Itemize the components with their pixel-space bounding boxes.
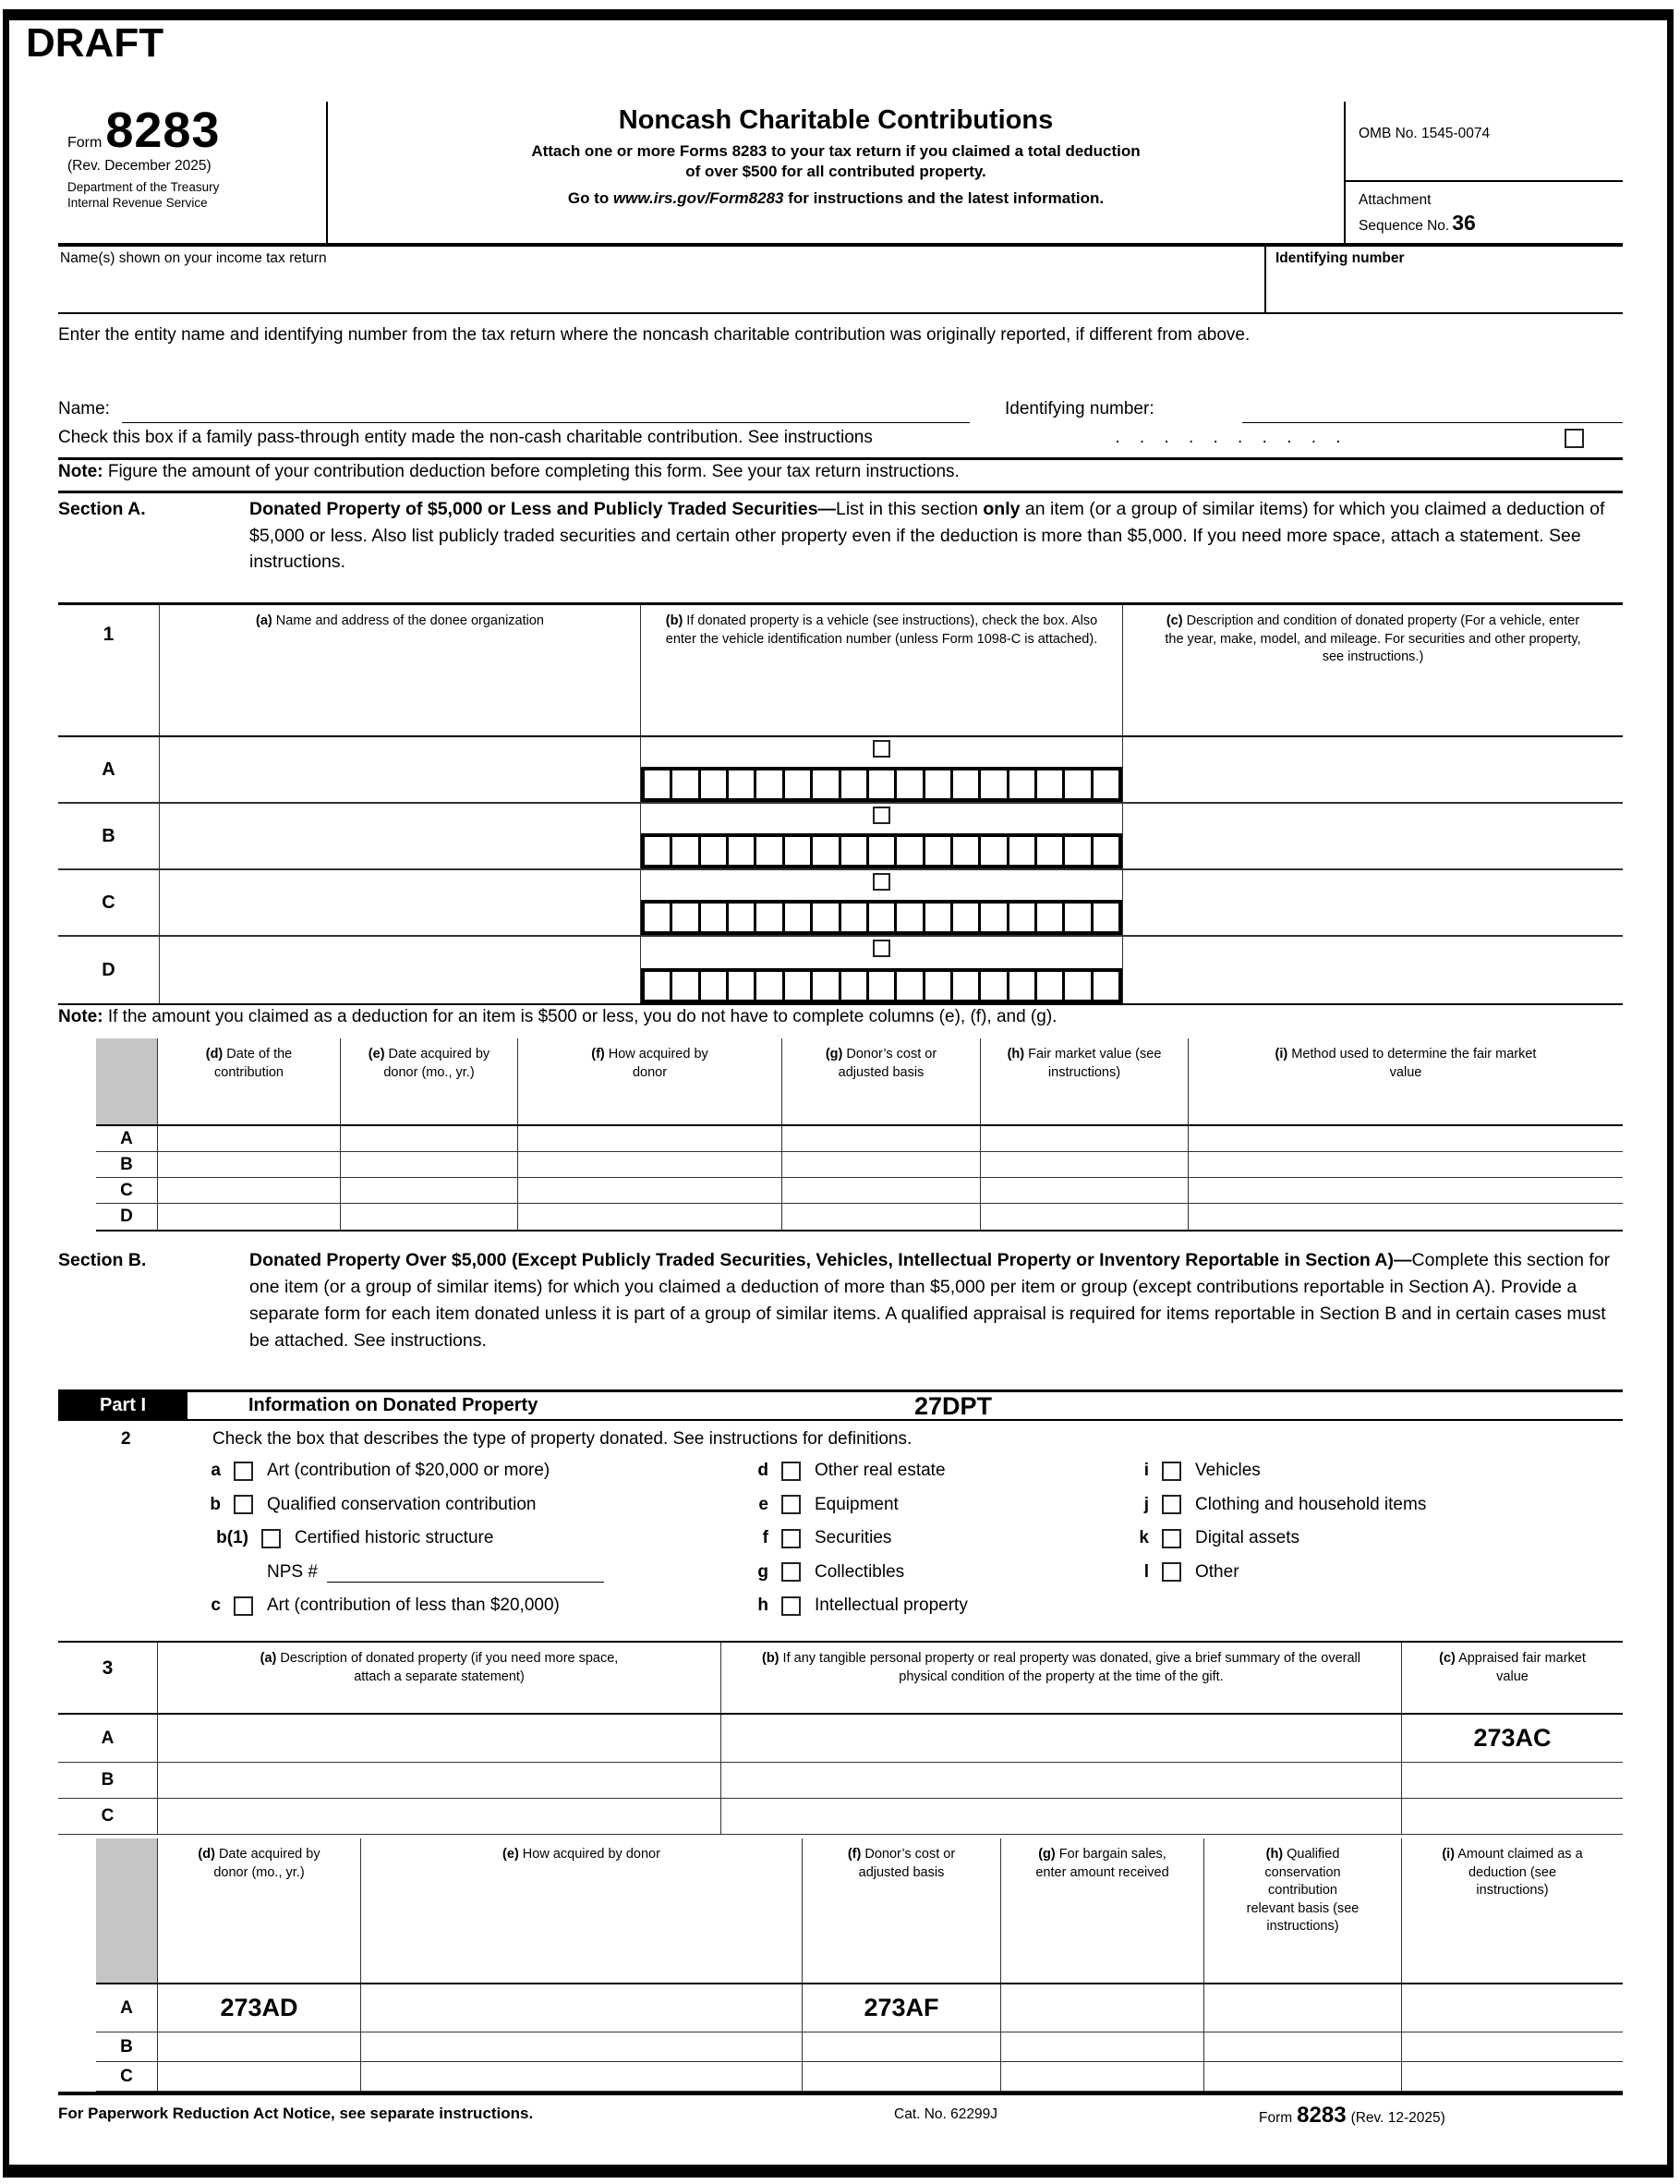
row-a-fmv[interactable] (980, 1126, 1188, 1151)
row-label: A (120, 1997, 133, 2018)
row-b-vehicle-cell (640, 804, 1122, 868)
agency-line-1: Department of the Treasury (67, 180, 220, 195)
section-a-heading: Donated Property of $5,000 or Less and Publicly Traded Securities—List in this section only an item (or a group of similar items) for which you claimed a deduction of $5,000 or less. Also list publicly traded securities and certain other property even if the deduction is more than $5,000. If you need more space, attach a statement. See instructions. (249, 499, 1605, 572)
col-h-header: (h) Fair market value (see instructions) (980, 1038, 1188, 1124)
row-label: D (102, 959, 115, 980)
row-d-date-contribution[interactable] (157, 1204, 340, 1230)
section-b-table-4 (96, 1838, 1623, 2092)
row-b-donee-cell[interactable] (159, 804, 640, 868)
row-a-how-acquired[interactable] (517, 1126, 781, 1151)
checkbox-certified-historic[interactable] (261, 1529, 281, 1548)
option-clothing-household: j Clothing and household items (1143, 1494, 1427, 1514)
col-c-header: (c) Description and condition of donated property (For a vehicle, enter the year, make, model, and mileage. For securities and other property, see instructions.) (1122, 605, 1623, 735)
row-c-conservation-basis[interactable] (1203, 2062, 1401, 2091)
attachment-sequence: Attachment Sequence No. 36 (1359, 191, 1476, 236)
row-a-vehicle-checkbox[interactable] (873, 740, 890, 758)
divider (58, 2092, 1623, 2095)
row-c-donor-cost[interactable] (802, 2062, 1000, 2091)
divider (58, 491, 1623, 493)
row-a-vin-comb[interactable] (641, 767, 1122, 802)
col-e-header: (e) Date acquired by donor (mo., yr.) (340, 1038, 517, 1124)
row-c-vehicle-cell (640, 870, 1122, 935)
row-b-vehicle-checkbox[interactable] (873, 807, 890, 824)
row-b-how-acquired[interactable] (517, 1152, 781, 1177)
col-a-header: (a) Description of donated property (if you need more space, attach a separate statement) (157, 1643, 720, 1713)
row-b-donor-cost[interactable] (802, 2032, 1000, 2061)
part-1-title: Information on Donated Property (248, 1395, 538, 1415)
row-label: D (120, 1207, 133, 1226)
entity-name-input[interactable] (122, 399, 970, 423)
page-footer (58, 2103, 1623, 2134)
row-b-property-description[interactable] (157, 1763, 720, 1798)
section-a-table-1 (58, 602, 1623, 1005)
section-a-table-2 (96, 1038, 1623, 1232)
part-1-label: Part I (58, 1392, 187, 1419)
option-qualified-conservation: b Qualified conservation contribution (210, 1494, 537, 1514)
draft-code-273af: 273AF (802, 1984, 1000, 2032)
checkbox-equipment[interactable] (781, 1495, 801, 1514)
form-id-block (58, 102, 328, 243)
family-passthrough-checkbox[interactable] (1565, 429, 1584, 448)
row-c-date-acquired[interactable] (157, 2062, 360, 2091)
option-digital-assets: k Digital assets (1139, 1528, 1299, 1548)
row-b-amount-claimed[interactable] (1401, 2032, 1623, 2061)
section-a-label: Section A. (58, 499, 146, 519)
row-b-vin-comb[interactable] (641, 833, 1122, 868)
row-b-bargain-amount[interactable] (1000, 2032, 1203, 2061)
col-h-header: (h) Qualified conservation contribution relevant basis (see instructions) (1203, 1838, 1401, 1983)
draft-watermark: DRAFT (26, 20, 164, 66)
row-label: A (101, 1728, 115, 1748)
entity-idnum-input[interactable] (1242, 399, 1623, 423)
row-a-vehicle-cell (640, 737, 1122, 802)
row-label: B (120, 2036, 133, 2057)
row-a-condition-summary[interactable] (720, 1715, 1401, 1762)
form-title: Noncash Charitable Contributions (618, 105, 1054, 135)
names-on-return-field[interactable]: Name(s) shown on your income tax return (60, 250, 327, 266)
row-b-fmv[interactable] (980, 1152, 1188, 1177)
note-line: Note: Figure the amount of your contribution deduction before completing this form. See your tax return instructions. (58, 462, 960, 481)
nps-number-input[interactable] (327, 1562, 604, 1583)
option-collectibles: g Collectibles (757, 1561, 905, 1582)
row-a-method[interactable] (1188, 1126, 1623, 1151)
row-d-vin-comb[interactable] (641, 968, 1122, 1003)
checkbox-qualified-conservation[interactable] (234, 1495, 253, 1514)
col-g-header: (g) For bargain sales, enter amount received (1000, 1838, 1203, 1983)
paperwork-notice: For Paperwork Reduction Act Notice, see separate instructions. (58, 2105, 534, 2122)
checkbox-art-less-20000[interactable] (234, 1596, 253, 1616)
form-word: Form (67, 135, 103, 151)
col-g-header: (g) Donor’s cost or adjusted basis (781, 1038, 980, 1124)
row-b-date-contribution[interactable] (157, 1152, 340, 1177)
row-d-date-acquired[interactable] (340, 1204, 517, 1230)
nps-label: NPS # (267, 1561, 318, 1582)
entity-idnum-label: Identifying number: (1005, 399, 1154, 419)
row-a-date-contribution[interactable] (157, 1126, 340, 1151)
row-c-bargain-amount[interactable] (1000, 2062, 1203, 2091)
property-type-col-2 (750, 1454, 968, 1623)
footer-form-id: Form 8283 (Rev. 12-2025) (1259, 2103, 1445, 2128)
row-c-description-cell[interactable] (1122, 870, 1623, 935)
entity-instructions: Enter the entity name and identifying number from the tax return where the noncash charitable contribution was originally reported, if different from above. (58, 325, 1251, 345)
irs-url: www.irs.gov/Form8283 (612, 189, 784, 208)
row-c-property-description[interactable] (157, 1799, 720, 1834)
col-d-header: (d) Date of the contribution (157, 1038, 340, 1124)
row-label-header-cell (96, 1038, 157, 1124)
checkbox-art-20000-or-more[interactable] (234, 1462, 253, 1481)
line-2-number: 2 (121, 1429, 131, 1449)
row-b-condition-summary[interactable] (720, 1763, 1401, 1798)
section-b-table-3 (58, 1641, 1623, 1835)
line-2-text: Check the box that describes the type of property donated. See instructions for definitions. (212, 1429, 913, 1449)
section-b-label: Section B. (58, 1250, 147, 1270)
option-other-real-estate: d Other real estate (757, 1461, 946, 1481)
agency-line-2: Internal Revenue Service (67, 196, 208, 211)
omb-number: OMB No. 1545-0074 (1346, 102, 1623, 182)
row-d-fmv[interactable] (980, 1204, 1188, 1230)
col-f-header: (f) Donor’s cost or adjusted basis (802, 1838, 1000, 1983)
row-c-vin-comb[interactable] (641, 900, 1122, 935)
row-b-appraised-fmv[interactable] (1401, 1763, 1623, 1798)
section-b-heading: Donated Property Over $5,000 (Except Publicly Traded Securities, Vehicles, Intellectual Property or Inventory Reportable in Section A)—Complete this section for one item (or a group of similar items) for which you claimed a deduction of more than $5,000 per item or group (except contributions reportable in Section A). Provide a separate form for each item donated unless it is part of a group of similar items. A qualified appraisal is required for items reportable in Section B and in certain cases must be attached. See instructions. (249, 1250, 1611, 1351)
checkbox-collectibles[interactable] (781, 1562, 801, 1582)
col-a-header: (a) Name and address of the donee organization (159, 605, 640, 735)
row-d-donee-cell[interactable] (159, 937, 640, 1003)
checkbox-securities[interactable] (781, 1529, 801, 1548)
family-passthrough-text: Check this box if a family pass-through entity made the non-cash charitable contribution. See instructions (58, 428, 873, 447)
divider (58, 457, 1623, 460)
form-header (58, 102, 1623, 247)
entity-name-label: Name: (58, 399, 110, 419)
row-c-method[interactable] (1188, 1178, 1623, 1203)
row-b-method[interactable] (1188, 1152, 1623, 1177)
row-c-date-contribution[interactable] (157, 1178, 340, 1203)
col-i-header: (i) Amount claimed as a deduction (see instructions) (1401, 1838, 1623, 1983)
line-3-number: 3 (102, 1657, 114, 1679)
row-a-donor-cost[interactable] (781, 1126, 980, 1151)
col-b-header: (b) If any tangible personal property or real property was donated, give a brief summary of the overall physical condition of the property at the time of the gift. (720, 1643, 1401, 1713)
dot-leader: . . . . . . . . . . (1115, 428, 1341, 447)
goto-instructions-line: Go to www.irs.gov/Form8283 for instructions and the latest information. (567, 189, 1105, 208)
row-c-vehicle-checkbox[interactable] (873, 873, 890, 891)
checkbox-other[interactable] (1162, 1562, 1181, 1582)
row-label: C (101, 1806, 115, 1826)
row-b-description-cell[interactable] (1122, 804, 1623, 868)
form-number: 8283 (105, 103, 221, 158)
row-c-date-acquired[interactable] (340, 1178, 517, 1203)
row-a-date-acquired[interactable] (340, 1126, 517, 1151)
draft-code-27dpt: 27DPT (914, 1392, 993, 1420)
row-label: C (120, 2066, 133, 2086)
row-a-how-acquired[interactable] (360, 1984, 802, 2032)
row-c-how-acquired[interactable] (517, 1178, 781, 1203)
row-label: C (120, 1180, 133, 1200)
option-equipment: e Equipment (758, 1494, 899, 1514)
row-c-donee-cell[interactable] (159, 870, 640, 935)
row-b-donor-cost[interactable] (781, 1152, 980, 1177)
nps-number-row (182, 1556, 604, 1590)
row-a-bargain-amount[interactable] (1000, 1984, 1203, 2032)
option-securities: f Securities (762, 1528, 892, 1548)
option-vehicles: i Vehicles (1143, 1461, 1261, 1481)
row-label: A (120, 1128, 133, 1148)
form-revision: (Rev. December 2025) (67, 158, 212, 175)
identifying-number-field[interactable]: Identifying number (1264, 247, 1623, 312)
col-b-header: (b) If donated property is a vehicle (see instructions), check the box. Also enter the vehicle identification number (unless Form 1098-C is attached). (640, 605, 1122, 735)
row-b-date-acquired[interactable] (157, 2032, 360, 2061)
row-d-how-acquired[interactable] (517, 1204, 781, 1230)
row-d-description-cell[interactable] (1122, 937, 1623, 1003)
checkbox-other-real-estate[interactable] (781, 1462, 801, 1481)
option-other: l Other (1143, 1561, 1239, 1582)
row-c-amount-claimed[interactable] (1401, 2062, 1623, 2091)
property-type-col-1 (182, 1454, 604, 1623)
row-b-how-acquired[interactable] (360, 2032, 802, 2061)
catalog-number: Cat. No. 62299J (894, 2106, 998, 2122)
checkbox-clothing-household[interactable] (1162, 1495, 1181, 1514)
form-subtitle-line1: Attach one or more Forms 8283 to your tax return if you claimed a total deduction (531, 142, 1141, 160)
line-1-number: 1 (103, 624, 115, 645)
row-label: B (101, 1770, 115, 1790)
row-a-amount-claimed[interactable] (1401, 1984, 1623, 2032)
row-c-donor-cost[interactable] (781, 1178, 980, 1203)
row-c-fmv[interactable] (980, 1178, 1188, 1203)
row-d-method[interactable] (1188, 1204, 1623, 1230)
row-d-vehicle-checkbox[interactable] (873, 940, 890, 957)
row-label: C (102, 892, 115, 913)
col-f-header: (f) How acquired by donor (517, 1038, 781, 1124)
part-1-bar (58, 1389, 1623, 1421)
checkbox-vehicles[interactable] (1162, 1462, 1181, 1481)
row-c-condition-summary[interactable] (720, 1799, 1401, 1834)
option-certified-historic: b(1) Certified historic structure (216, 1528, 494, 1548)
attachment-sequence-number: 36 (1452, 211, 1476, 236)
row-c-appraised-fmv[interactable] (1401, 1799, 1623, 1834)
option-art-less-20000: c Art (contribution of less than $20,000) (211, 1596, 560, 1616)
draft-code-273ac: 273AC (1401, 1715, 1623, 1762)
draft-code-273ad: 273AD (157, 1984, 360, 2032)
row-label-header-cell (96, 1838, 157, 1983)
row-label: B (120, 1154, 133, 1174)
col-i-header: (i) Method used to determine the fair market value (1188, 1038, 1623, 1124)
row-a-conservation-basis[interactable] (1203, 1984, 1401, 2032)
row-label: B (102, 825, 115, 846)
row-a-donee-cell[interactable] (159, 737, 640, 802)
property-type-col-3 (1134, 1454, 1426, 1589)
row-d-donor-cost[interactable] (781, 1204, 980, 1230)
row-b-conservation-basis[interactable] (1203, 2032, 1401, 2061)
row-a-description-cell[interactable] (1122, 737, 1623, 802)
checkbox-digital-assets[interactable] (1162, 1529, 1181, 1548)
row-d-vehicle-cell (640, 937, 1122, 1003)
col-c-header: (c) Appraised fair market value (1401, 1643, 1623, 1713)
row-b-date-acquired[interactable] (340, 1152, 517, 1177)
option-intellectual-property: h Intellectual property (757, 1596, 968, 1616)
row-c-how-acquired[interactable] (360, 2062, 802, 2091)
checkbox-intellectual-property[interactable] (781, 1596, 801, 1616)
col-d-header: (d) Date acquired by donor (mo., yr.) (157, 1838, 360, 1983)
row-label: A (102, 758, 115, 780)
form-subtitle-line2: of over $500 for all contributed property. (685, 163, 986, 181)
section-a-note: Note: If the amount you claimed as a deduction for an item is $500 or less, you do not have to complete columns (e), (f), and (g). (58, 1007, 1058, 1026)
option-art-20000-or-more: a Art (contribution of $20,000 or more) (211, 1461, 550, 1481)
row-a-property-description[interactable] (157, 1715, 720, 1762)
col-e-header: (e) How acquired by donor (360, 1838, 802, 1983)
